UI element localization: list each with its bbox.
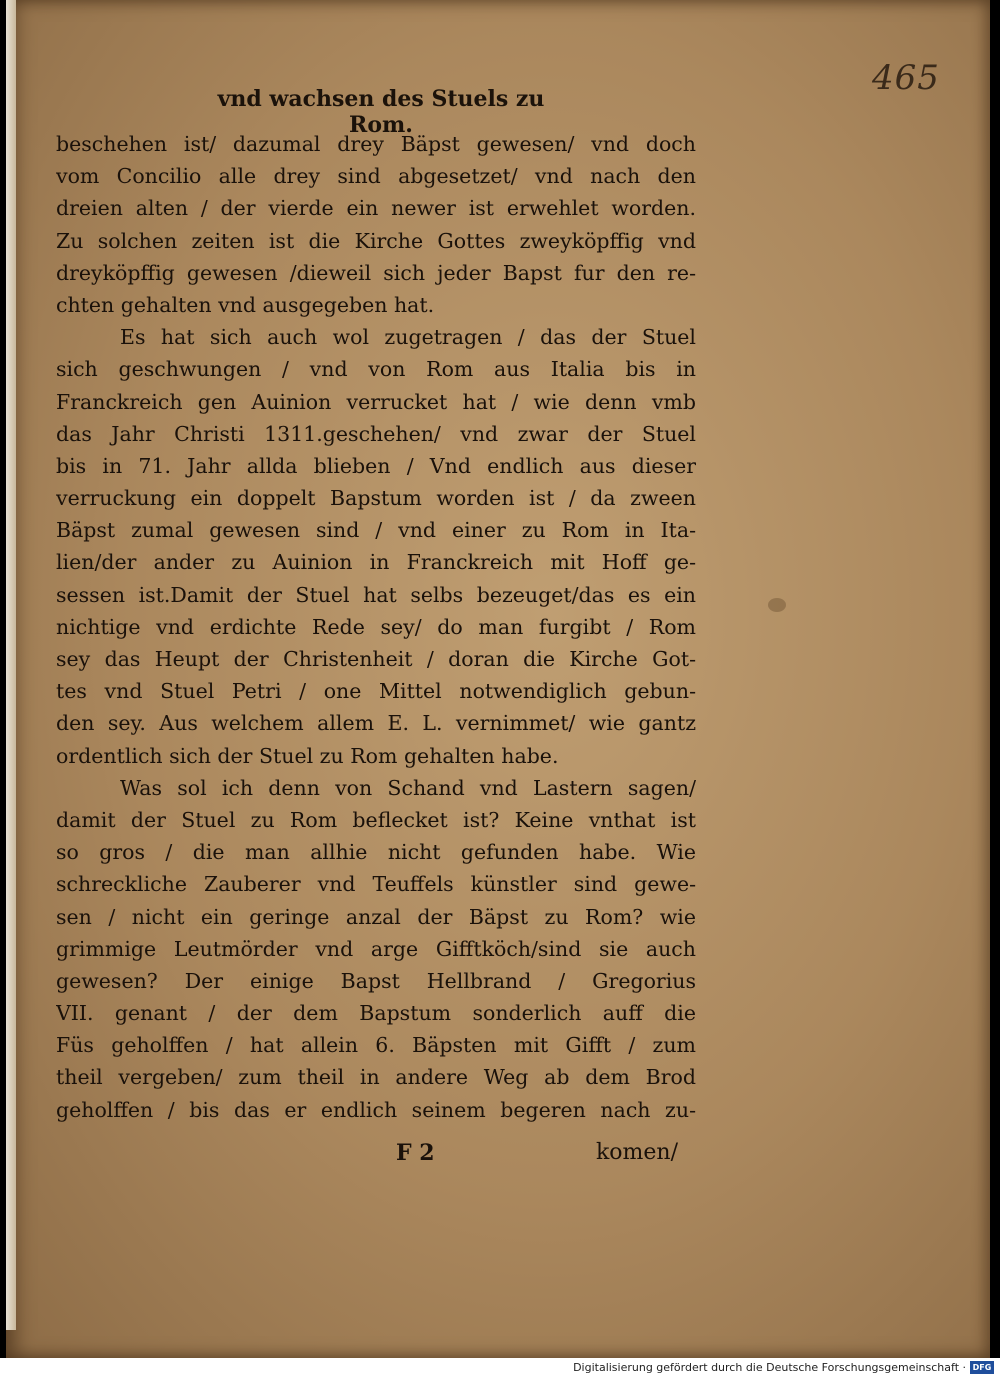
signature-mark: F 2 <box>396 1140 435 1166</box>
text-line: bis in 71. Jahr allda blieben / Vnd endlich aus dieser <box>56 453 696 478</box>
text-line: den sey. Aus welchem allem E. L. vernimmet/ wie gantz <box>56 711 696 736</box>
text-line: sen / nicht ein geringe anzal der Bäpst zu Rom? wie <box>56 904 696 929</box>
page-edge <box>6 0 16 1330</box>
text-line: Franckreich gen Auinion verrucket hat / wie denn vmb <box>56 389 696 414</box>
funding-credit: Digitalisierung gefördert durch die Deutsche Forschungsgemeinschaft · <box>573 1361 966 1374</box>
text-line: Es hat sich auch wol zugetragen / das der Stuel <box>120 325 696 350</box>
text-line: dreyköpffig gewesen /dieweil sich jeder Bapst fur den re- <box>56 260 696 285</box>
text-line: Was sol ich denn von Schand vnd Lastern sagen/ <box>120 775 696 800</box>
text-line: chten gehalten vnd ausgegeben hat. <box>56 292 435 317</box>
paper-stain <box>768 598 786 612</box>
catchword: komen/ <box>595 1140 678 1165</box>
book-page-scan <box>6 0 990 1358</box>
text-line: Füs geholffen / hat allein 6. Bäpsten mit Gifft / zum <box>56 1033 696 1058</box>
page-footer <box>56 1140 696 1176</box>
dfg-logo-icon: DFG <box>970 1361 994 1374</box>
text-line: so gros / die man allhie nicht gefunden habe. Wie <box>56 840 696 865</box>
text-line: beschehen ist/ dazumal drey Bäpst gewesen/ vnd doch <box>56 132 696 156</box>
text-line: vom Concilio alle drey sind abgesetzet/ vnd nach den <box>56 164 696 189</box>
text-line: sich geschwungen / vnd von Rom aus Italia bis in <box>56 357 696 382</box>
text-line: sey das Heupt der Christenheit / doran die Kirche Got- <box>56 647 696 671</box>
text-line: nichtige vnd erdichte Rede sey/ do man furgibt / Rom <box>56 614 696 639</box>
credit-bar <box>0 1358 1000 1378</box>
text-line: gewesen? Der einige Bapst Hellbrand / Gregorius <box>56 968 696 993</box>
text-line: ordentlich sich der Stuel zu Rom gehalten habe. <box>56 743 559 768</box>
text-line: geholffen / bis das er endlich seinem begeren nach zu- <box>56 1097 696 1122</box>
text-line: tes vnd Stuel Petri / one Mittel notwendiglich gebun- <box>56 679 696 704</box>
text-line: das Jahr Christi 1311.geschehen/ vnd zwar der Stuel <box>56 421 696 446</box>
page-number: 465 <box>872 58 940 98</box>
text-line: Bäpst zumal gewesen sind / vnd einer zu Rom in Ita- <box>56 518 696 543</box>
text-line: verruckung ein doppelt Bapstum worden ist / da zween <box>56 486 696 511</box>
text-block <box>56 128 696 1126</box>
text-line: VII. genant / der dem Bapstum sonderlich auff die <box>56 1001 696 1026</box>
text-line: Zu solchen zeiten ist die Kirche Gottes zweyköpffig vnd <box>56 228 696 253</box>
text-line: grimmige Leutmörder vnd arge Gifftköch/sind sie auch <box>56 936 696 961</box>
text-line: sessen ist.Damit der Stuel hat selbs bezeuget/das es ein <box>56 582 696 607</box>
text-line: theil vergeben/ zum theil in andere Weg ab dem Brod <box>56 1065 696 1090</box>
text-line: damit der Stuel zu Rom beflecket ist? Keine vnthat ist <box>56 807 696 832</box>
text-line: lien/der ander zu Auinion in Franckreich mit Hoff ge- <box>56 550 696 575</box>
text-line: dreien alten / der vierde ein newer ist erwehlet worden. <box>56 196 696 221</box>
text-line: schreckliche Zauberer vnd Teuffels künstler sind gewe- <box>56 872 696 897</box>
running-head: vnd wachsen des Stuels zu Rom. <box>217 86 545 138</box>
